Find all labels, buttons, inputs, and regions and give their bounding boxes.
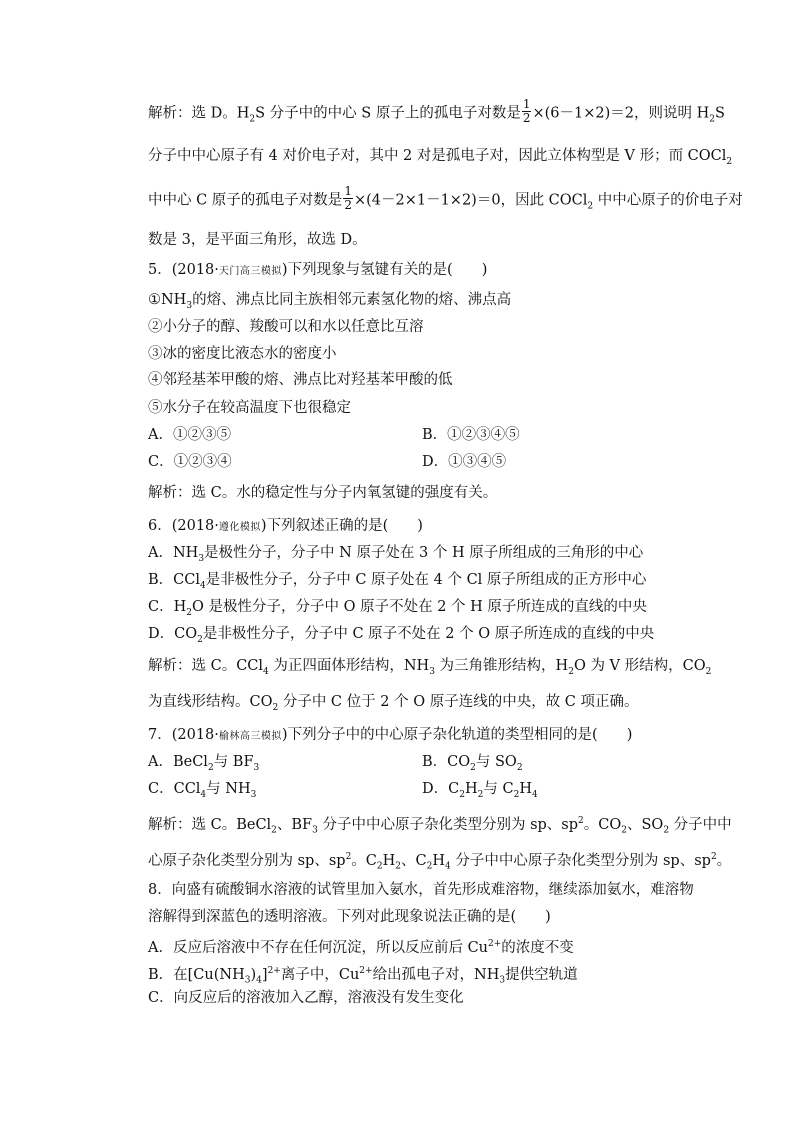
q5-item-2: ②小分子的醇、羧酸可以和水以任意比互溶 <box>148 319 424 335</box>
q5-option-c: C．①②③④ <box>148 454 232 470</box>
q5-item-4: ④邻羟基苯甲酸的熔、沸点比对羟基苯甲酸的低 <box>148 372 453 388</box>
q7-option-a: A．BeCl$_2$与 $BF_3$ <box>148 754 260 773</box>
q5-item-1: $①NH_3$的熔、沸点比同主族相邻元素氢化物的熔、沸点高 <box>148 292 512 311</box>
q5-option-a: A．①②③⑤ <box>148 427 231 443</box>
q6-analysis-line-1: 解析：选 C。CCl$_4$ 为正四面体形结构，$NH_3$ 为三角锥形结构，$H_2O$ 为 V 形结构，$CO_2$ <box>148 658 712 677</box>
q7-option-d: D．$C_2H_2$与 $C_2H_4$ <box>422 781 538 800</box>
q5-item-3: ③冰的密度比液态水的密度小 <box>148 346 337 362</box>
q4-analysis-line-3: 中中心 C 原子的孤电子对数是 $\frac{1}{2}$ ×(4－2×1－1×2)＝0，因此 COCl$_2$ 中中心原子的价电子对 <box>148 184 743 212</box>
q7-option-c: C．CCl$_4$与 $NH_3$ <box>148 781 257 800</box>
q6-analysis-line-2: 为直线形结构。$CO_2$ 分子中 C 位于 2 个 O 原子连线的中央，故 C 项正确。 <box>148 694 639 713</box>
q8-stem-line-1: 8．向盛有硫酸铜水溶液的试管里加入氨水，首先形成难溶物，继续添加氨水，难溶物 <box>148 882 694 898</box>
q5-option-b: B．①②③④⑤ <box>422 427 520 443</box>
q7-analysis-line-1: 解析：选 C。BeCl$_2$、$BF_3$ 分子中中心原子杂化类型分别为 sp、$sp^2$。$CO_2$、$SO_2$ 分子中中 <box>148 816 732 836</box>
q6-option-a: A．$NH_3$是极性分子，分子中 N 原子处在 3 个 H 原子所组成的三角形的中心 <box>148 545 644 564</box>
q5-analysis: 解析：选 C。水的稳定性与分子内氧氢键的强度有关。 <box>148 485 498 501</box>
fraction: $\frac{1}{2}$ <box>522 97 531 125</box>
q4-analysis-line-1: 解析：选 D。$H_2S$ 分子中的中心 S 原子上的孤电子对数是 $\frac{1}{2}$ ×(6－1×2)＝2，则说明 $H_2S$ <box>148 97 725 125</box>
q6-option-b: B．CCl$_4$是非极性分子，分子中 C 原子处在 4 个 Cl 原子所组成的正方形中心 <box>148 572 647 591</box>
fraction: $\frac{1}{2}$ <box>344 184 352 212</box>
q8-option-a: A．反应后溶液中不存在任何沉淀，所以反应前后 $Cu^{2+}$的浓度不变 <box>148 939 574 956</box>
q4-analysis-line-2: 分子中中心原子有 4 对价电子对，其中 2 对是孤电子对，因此立体构型是 V 形；而 COCl$_2$ <box>148 148 733 167</box>
q6-option-c: C．$H_2O$ 是极性分子，分子中 O 原子不处在 2 个 H 原子所连成的直线的中央 <box>148 599 647 618</box>
q5-option-d: D．①③④⑤ <box>422 454 507 470</box>
q8-option-b: B．在$[Cu(NH_3)_4]^{2+}$离子中，$Cu^{2+}$给出孤电子对，$NH_3$提供空轨道 <box>148 966 578 986</box>
q7-analysis-line-2: 心原子杂化类型分别为 sp、$sp^2$。$C_2H_2$、$C_2H_4$ 分子中中心原子杂化类型分别为 sp、$sp^2$。 <box>148 852 732 872</box>
q4-analysis-line-4: 数是 3，是平面三角形，故选 D。 <box>148 232 367 248</box>
q6-stem: 6．(2018·遵化模拟)下列叙述正确的是( ) <box>148 518 423 534</box>
q7-option-b: B．$CO_2$与 $SO_2$ <box>422 754 523 773</box>
q5-item-5: ⑤水分子在较高温度下也很稳定 <box>148 400 351 416</box>
q8-stem-line-2: 溶解得到深蓝色的透明溶液。下列对此现象说法正确的是( ) <box>148 909 551 925</box>
q5-stem: 5．(2018·天门高三模拟)下列现象与氢键有关的是( ) <box>148 262 488 278</box>
q6-option-d: D．$CO_2$是非极性分子，分子中 C 原子不处在 2 个 O 原子所连成的直线的中央 <box>148 626 655 645</box>
q8-option-c: C．向反应后的溶液加入乙醇，溶液没有发生变化 <box>148 990 464 1006</box>
q7-stem: 7．(2018·榆林高三模拟)下列分子中的中心原子杂化轨道的类型相同的是( ) <box>148 727 633 743</box>
